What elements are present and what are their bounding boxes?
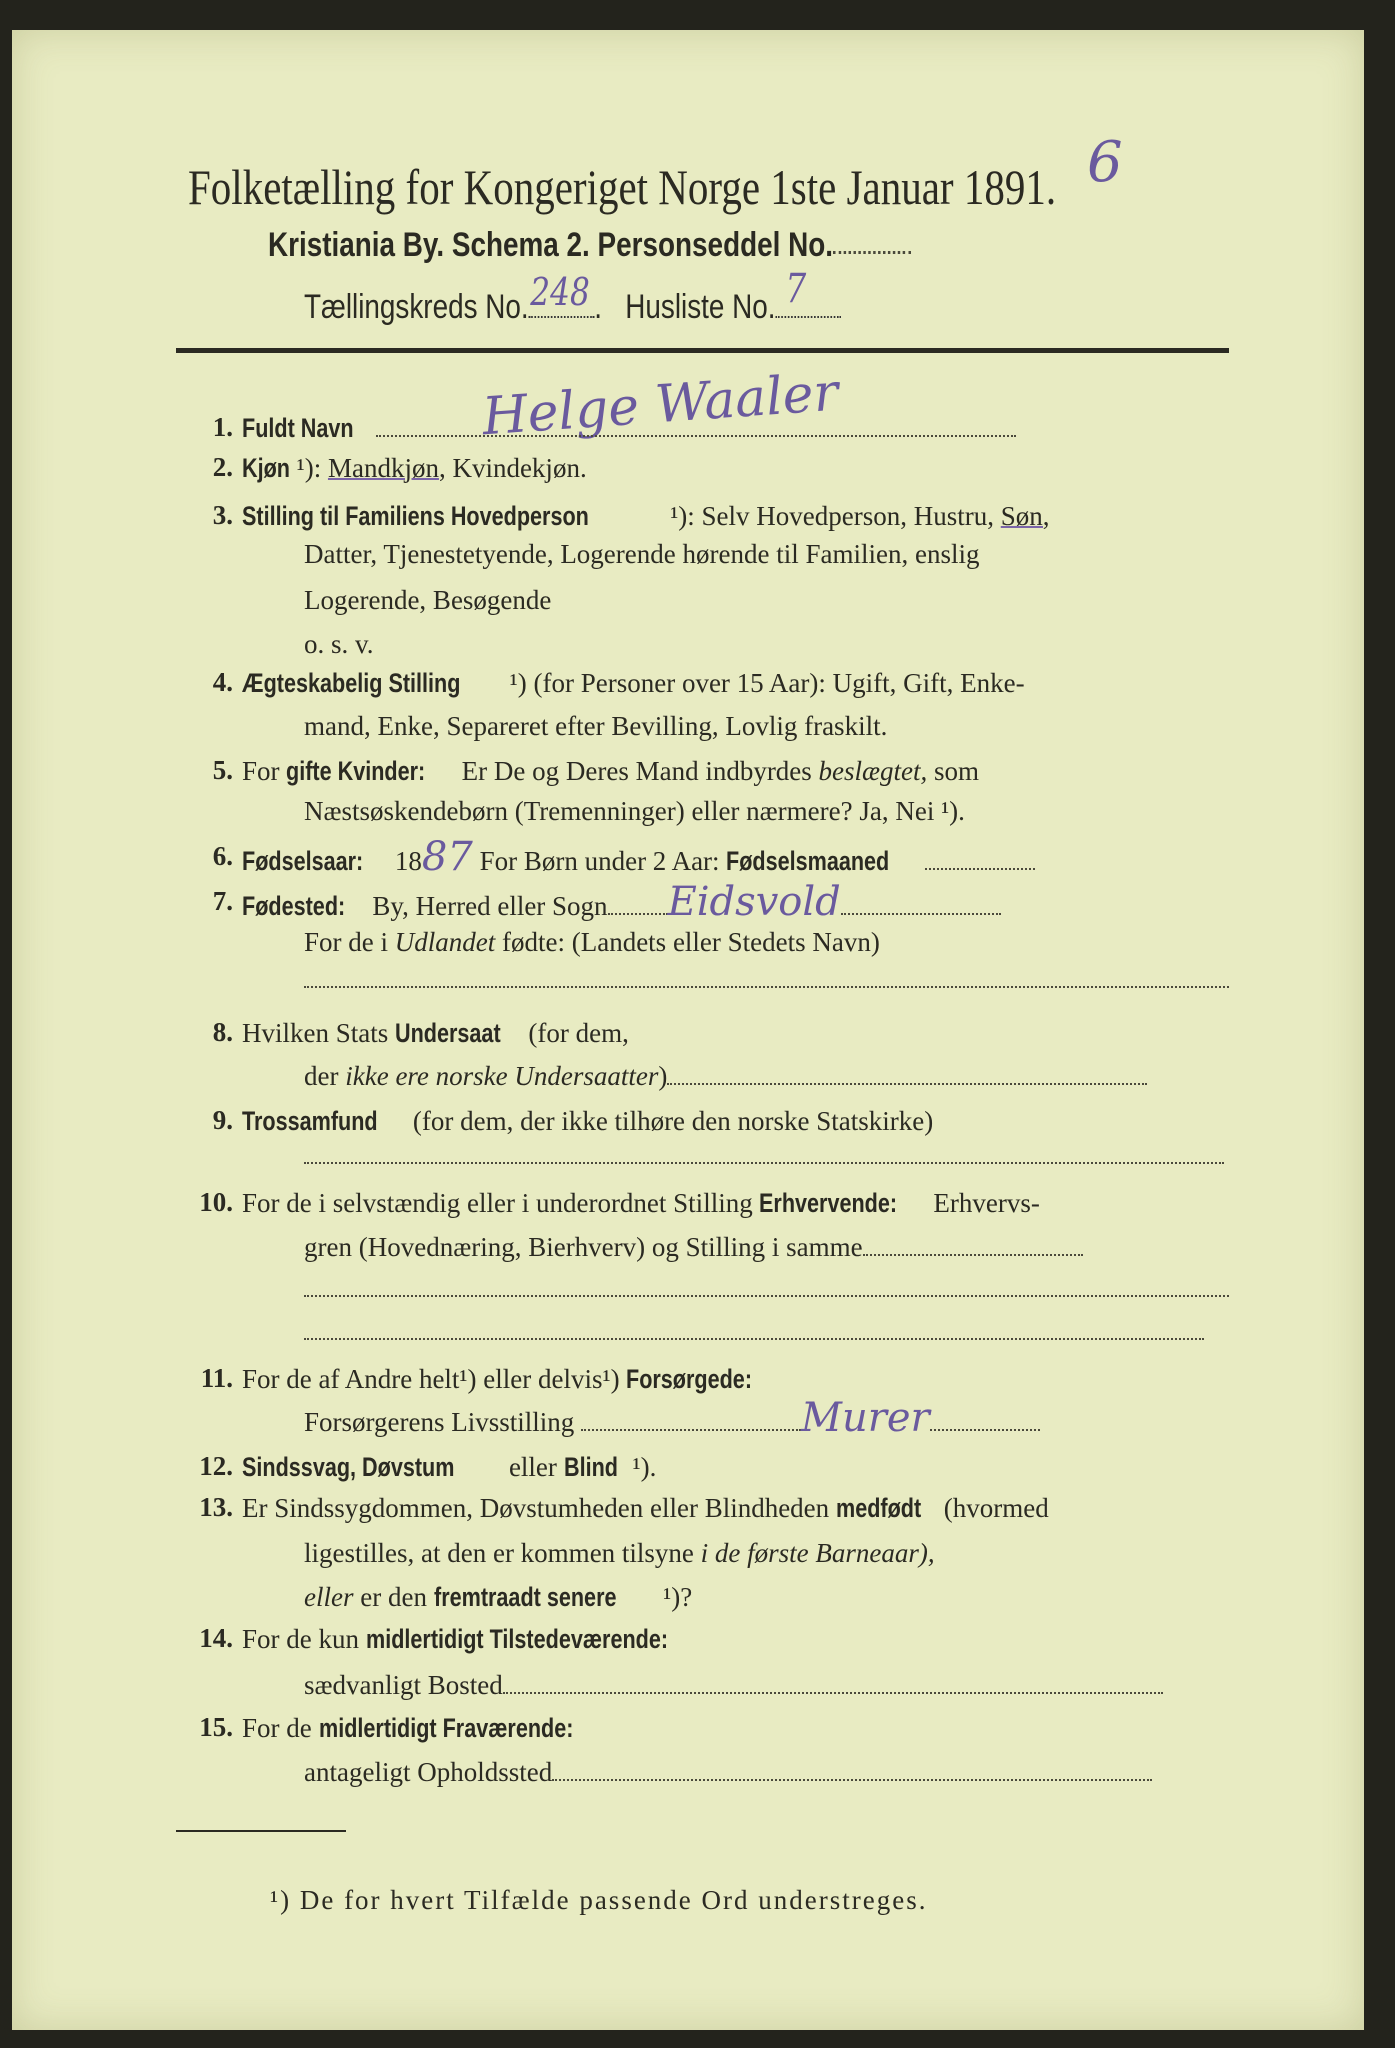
dotted-line xyxy=(304,1338,1204,1340)
field-label: Undersaat xyxy=(395,1018,501,1048)
question-text: By, Herred eller Sogn xyxy=(365,891,608,921)
dotted-line xyxy=(304,1162,1224,1164)
question-text: sædvanligt Bosted xyxy=(304,1670,503,1700)
question-text: o. s. v. xyxy=(304,629,374,659)
dotted-fill xyxy=(503,1682,1163,1694)
question-number: 11. xyxy=(200,1363,233,1393)
question-text: ¹)? xyxy=(656,1582,693,1612)
dotted-line xyxy=(304,1295,1229,1297)
question-number: 1. xyxy=(212,412,233,442)
question-number: 12. xyxy=(199,1451,233,1481)
personseddel-dots xyxy=(833,241,911,254)
question-text: For de kun xyxy=(242,1624,366,1654)
schema-label: Kristiania By. Schema 2. Personseddel No. xyxy=(268,226,834,264)
question-text: ¹): Selv Hovedperson, Hustru, xyxy=(670,501,1001,531)
husliste-field xyxy=(776,266,842,318)
schema-line xyxy=(268,226,911,265)
dotted-fill xyxy=(925,858,1035,870)
question-number: 5. xyxy=(212,755,233,785)
question-text: Forsørgerens Livsstilling xyxy=(304,1407,582,1437)
question-number: 7. xyxy=(212,886,233,916)
handwritten-answer: Eidsvold xyxy=(667,879,841,925)
question-text: Søn, xyxy=(1000,501,1050,531)
question-text: der xyxy=(304,1061,346,1091)
question-line xyxy=(242,1492,1049,1524)
question-text: gren (Hovednæring, Bierhverv) og Stilling i samme xyxy=(304,1232,863,1262)
question-line xyxy=(242,1187,1040,1219)
question-text: i de første Barneaar), xyxy=(700,1538,935,1568)
question-number: 2. xyxy=(212,452,233,482)
question-line xyxy=(242,452,587,484)
personseddel-number-handwritten: 6 xyxy=(1087,130,1123,195)
dotted-fill xyxy=(552,1769,1152,1781)
form-title: Folketælling for Kongeriget Norge 1ste Januar 1891. xyxy=(188,159,1057,215)
question-line xyxy=(242,667,1025,699)
field-label: Fødselsmaaned xyxy=(726,846,890,876)
question-line xyxy=(242,1451,656,1483)
field-label: Trossamfund xyxy=(242,1106,378,1136)
dotted-fill xyxy=(841,903,1001,915)
question-text: ikke ere norske Undersaatter xyxy=(345,1061,659,1091)
question-continuation xyxy=(304,1537,935,1569)
question-text: Er De og Deres Mand indbyrdes xyxy=(454,756,819,786)
question-line xyxy=(242,1363,778,1395)
field-label: Fødselsaar: xyxy=(242,846,364,876)
question-text: Erhvervs- xyxy=(926,1188,1040,1218)
field-label: fremtraadt senere xyxy=(433,1582,617,1612)
field-label: Ægteskabelig Stilling xyxy=(242,668,461,698)
field-label: Fuldt Navn xyxy=(242,413,354,443)
question-line xyxy=(242,500,1050,532)
question-number: 3. xyxy=(212,500,233,530)
question-text: ¹) (for Personer over 15 Aar): Ugift, Gift, Enke- xyxy=(509,668,1025,698)
question-line xyxy=(242,1105,933,1137)
question-text: ¹). xyxy=(625,1452,657,1482)
question-text: ligestilles, at den er kommen tilsyne xyxy=(304,1538,701,1568)
full-name-handwritten: Helge Waaler xyxy=(480,362,841,448)
question-text: 18 xyxy=(388,846,422,876)
question-number: 10. xyxy=(199,1187,233,1217)
question-line xyxy=(242,412,1016,444)
field-label: Fødested: xyxy=(242,891,346,921)
husliste-number-handwritten: 7 xyxy=(785,266,807,312)
question-text: fødte: (Landets eller Stedets Navn) xyxy=(495,927,880,957)
question-text: er den xyxy=(353,1582,434,1612)
question-text: antageligt Opholdssted xyxy=(304,1757,553,1787)
question-continuation xyxy=(304,1395,1040,1441)
field-label: Kjøn xyxy=(242,453,290,483)
question-line xyxy=(242,1712,631,1744)
kreds-line: Tællingskreds No. 248 . Husliste No. 7 xyxy=(304,288,841,327)
question-text: For xyxy=(242,756,287,786)
question-continuation xyxy=(304,538,979,570)
question-text: eller xyxy=(304,1582,354,1612)
footnote: ¹) De for hvert Tilfælde passende Ord understreges. xyxy=(270,1885,928,1915)
question-continuation xyxy=(304,584,551,616)
census-form-paper xyxy=(12,30,1364,2030)
question-number: 6. xyxy=(212,841,233,871)
question-text: For de i xyxy=(304,927,395,957)
question-text: For de i selvstændig eller i underordnet Stilling xyxy=(242,1188,760,1218)
question-line xyxy=(242,879,1001,925)
question-text: For de xyxy=(242,1713,319,1743)
question-text: ¹): xyxy=(296,453,328,483)
question-continuation xyxy=(304,628,374,660)
question-line xyxy=(242,1017,629,1049)
question-text: Udlandet xyxy=(394,927,496,957)
field-label: midlertidigt Tilstedeværende: xyxy=(365,1624,668,1654)
question-text: For Børn under 2 Aar: xyxy=(472,846,727,876)
question-text: For de af Andre helt¹) eller delvis¹) xyxy=(242,1364,627,1394)
question-number: 4. xyxy=(212,667,233,697)
handwritten-answer: 87 xyxy=(421,834,473,880)
dotted-fill xyxy=(863,1244,1083,1256)
question-text: beslægtet, xyxy=(818,756,928,786)
question-line xyxy=(242,834,1035,880)
question-text: (for dem, xyxy=(521,1018,629,1048)
question-continuation xyxy=(304,926,880,958)
field-label: midlertidigt Fraværende: xyxy=(318,1713,573,1743)
question-continuation xyxy=(304,1231,1083,1263)
husliste-label: Husliste No. xyxy=(625,288,776,326)
question-text: Hvilken Stats xyxy=(242,1018,395,1048)
question-text: (hvormed xyxy=(937,1493,1049,1523)
dotted-fill xyxy=(376,425,1016,437)
question-continuation xyxy=(304,710,887,742)
question-number: 14. xyxy=(199,1623,233,1653)
dotted-line xyxy=(304,986,1229,988)
question-continuation xyxy=(304,1581,692,1613)
question-line xyxy=(242,1623,738,1655)
field-label: gifte Kvinder: xyxy=(286,756,426,786)
question-continuation xyxy=(304,795,965,827)
question-continuation xyxy=(304,1669,1163,1701)
field-label: Erhvervende: xyxy=(759,1188,898,1218)
question-line xyxy=(242,755,979,787)
question-number: 13. xyxy=(199,1492,233,1522)
kreds-number-handwritten: 248 xyxy=(530,270,590,314)
footnote-rule xyxy=(176,1830,346,1832)
kreds-label: Tællingskreds No. xyxy=(304,288,529,326)
dotted-fill xyxy=(608,903,668,915)
question-text: Er Sindssygdommen, Døvstumheden eller Blindheden xyxy=(242,1493,836,1523)
question-number: 15. xyxy=(199,1712,233,1742)
question-continuation xyxy=(304,1756,1152,1788)
question-number: 8. xyxy=(212,1017,233,1047)
question-text: Næstsøskendebørn (Tremenninger) eller nærmere? Ja, Nei ¹). xyxy=(304,796,965,826)
question-text: (for dem, der ikke tilhøre den norske Statskirke) xyxy=(406,1106,934,1136)
question-text: mand, Enke, Separeret efter Bevilling, Lovlig fraskilt. xyxy=(304,711,888,741)
field-label: medfødt xyxy=(835,1493,922,1523)
question-continuation xyxy=(304,1060,1147,1092)
field-label: Stilling til Familiens Hovedperson xyxy=(242,501,589,531)
dotted-fill xyxy=(667,1073,1147,1085)
question-text: eller xyxy=(502,1452,564,1482)
question-text: ) xyxy=(658,1061,668,1091)
field-label: Forsørgede: xyxy=(626,1364,753,1394)
question-text: som xyxy=(927,756,980,786)
question-text: , Kvindekjøn. xyxy=(438,453,587,483)
dotted-fill xyxy=(581,1419,801,1431)
question-text: Mandkjøn xyxy=(327,453,439,483)
question-text: Logerende, Besøgende xyxy=(304,585,552,615)
field-label: Sindssvag, Døvstum xyxy=(242,1452,455,1482)
header-rule xyxy=(176,348,1229,353)
field-label: Blind xyxy=(563,1452,618,1482)
dotted-fill xyxy=(930,1419,1040,1431)
kreds-field xyxy=(529,270,595,318)
handwritten-answer: Murer xyxy=(801,1395,930,1441)
question-text: Datter, Tjenestetyende, Logerende hørende til Familien, enslig xyxy=(304,539,980,569)
question-number: 9. xyxy=(212,1105,233,1135)
